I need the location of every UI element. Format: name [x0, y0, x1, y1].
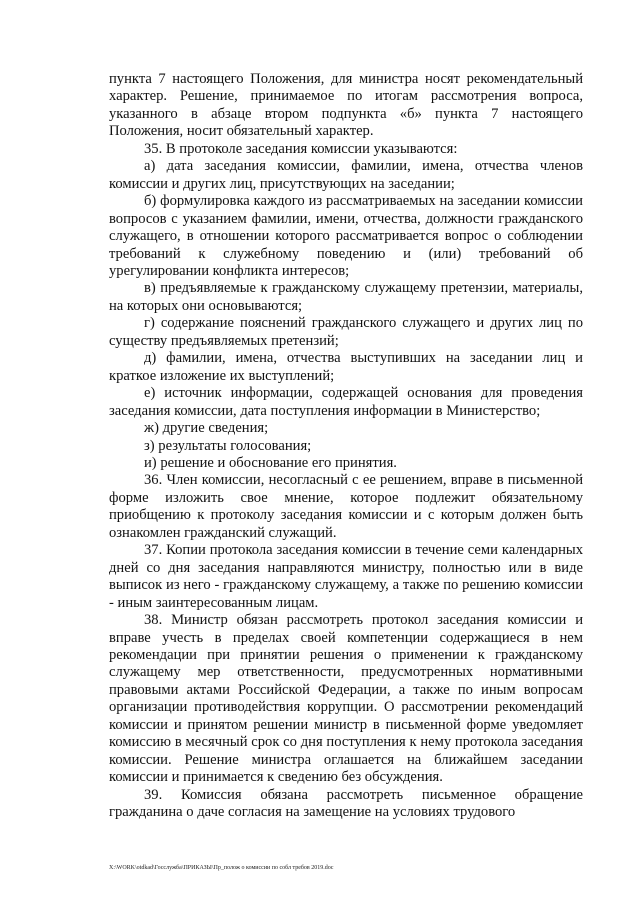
paragraph-35zh: ж) другие сведения;	[144, 420, 269, 437]
paragraph-35e: е) источник информации, содержащей основания для проведения заседания комиссии, дата поступления информации в Министерство;	[109, 385, 583, 419]
paragraph-35g: г) содержание пояснений гражданского служащего и других лиц по существу предъявляемых претензий;	[109, 315, 583, 349]
paragraph-35i: и) решение и обоснование его принятия.	[144, 454, 397, 471]
paragraph-35z: з) результаты голосования;	[144, 437, 312, 454]
paragraph-35v: в) предъявляемые к гражданскому служащему претензии, материалы, на которых они основываются;	[109, 280, 583, 314]
footer-file-path: X:\WORK\otdkad\Госслужба\ПРИКАЗЫ\Пр_полож о комиссии по собл требов 2019.doc	[109, 865, 334, 871]
paragraph-35a: а) дата заседания комиссии, фамилии, имена, отчества членов комиссии и других лиц, присутствующих на заседании;	[109, 158, 583, 192]
paragraph-35b: б) формулировка каждого из рассматриваемых на заседании комиссии вопросов с указанием фамилии, имени, отчества, должности гражданского служащего, в отношении которого рассматривается вопрос о соблюдении требований к служебному поведению и (или) требований об урегулировании конфликта интересов;	[109, 193, 583, 279]
paragraph-36: 36. Член комиссии, несогласный с ее решением, вправе в письменной форме изложить свое мнение, которое подлежит обязательному приобщению к протоколу заседания комиссии и с которым должен быть ознакомлен гражданский служащий.	[109, 472, 583, 541]
paragraph-35d: д) фамилии, имена, отчества выступивших на заседании лиц и краткое изложение их выступлений;	[109, 350, 583, 384]
paragraph-37: 37. Копии протокола заседания комиссии в течение семи календарных дней со дня заседания направляются министру, полностью или в виде выписок из него - гражданскому служащему, а также по решению комиссии - иным заинтересованным лицам.	[109, 542, 583, 611]
paragraph-38: 38. Министр обязан рассмотреть протокол заседания комиссии и вправе учесть в пределах своей компетенции содержащиеся в нем рекомендации при принятии решения о применении к гражданскому служащему мер ответственности, предусмотренных нормативными правовыми актами Российской Федерации, а также по иным вопросам организации противодействия коррупции. О рассмотрении рекомендаций комиссии и принятом решении министр в письменной форме уведомляет комиссию в месячный срок со дня поступления к нему протокола заседания комиссии. Решение министра оглашается на ближайшем заседании комиссии и принимается к сведению без обсуждения.	[109, 612, 583, 786]
paragraph-35: 35. В протоколе заседания комиссии указываются:	[144, 140, 458, 157]
document-body	[109, 71, 583, 821]
paragraph-continuation: пункта 7 настоящего Положения, для министра носят рекомендательный характер. Решение, принимаемое по итогам рассмотрения вопроса, указанного в абзаце втором подпункта «б» пункта 7 настоящего Положения, носит обязательный характер.	[109, 71, 583, 140]
paragraph-39: 39. Комиссия обязана рассмотреть письменное обращение гражданина о даче согласия на замещение на условиях трудового	[109, 786, 583, 821]
